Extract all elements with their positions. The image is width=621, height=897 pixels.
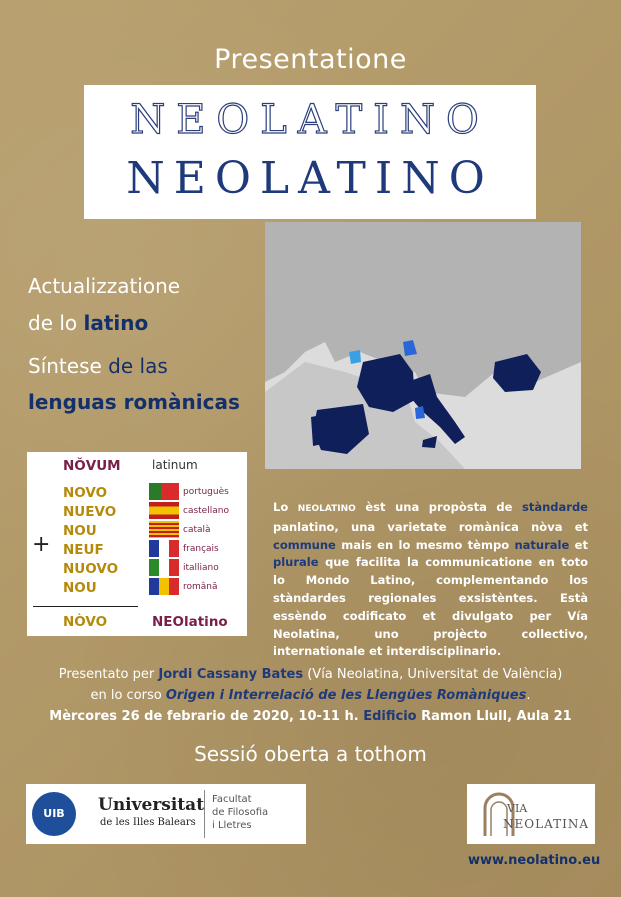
body-text: panlatino, una varietate romànica nòva et (273, 519, 588, 534)
card-divider (33, 606, 138, 607)
headline-line-3 (28, 354, 168, 378)
card-word: NOU (63, 580, 97, 596)
body-text: que facilita la communicatione en toto lo Mondo Latino, complementando los stàndardes regionales exsistèntes. Està essèndo codificato et divulgato per Vía Neolatina, uno projècto collectivo, internationale et interdisciplinario. (273, 555, 588, 659)
faculty-line: de Filosofia (212, 807, 269, 818)
body-text: stàndarde (522, 500, 588, 514)
plus-sign: + (32, 532, 51, 557)
headline-line-1: Actualizzatione (28, 274, 181, 298)
headline-text: de las (108, 354, 168, 378)
presenter-text: Presentato per (58, 667, 159, 682)
uib-name: Universitat (98, 795, 205, 815)
body-text: commune (273, 537, 336, 552)
presenter-text: (Vía Neolatina, Universitat de València) (303, 667, 563, 682)
poster-title: Presentatione (214, 44, 407, 75)
neolatino-logo (84, 85, 536, 219)
course-text: . (526, 688, 531, 703)
france-flag-icon (149, 540, 179, 557)
body-text: èst una propòsta de (355, 500, 522, 514)
headline-line-4: lenguas romànicas (28, 390, 240, 414)
faculty-line: i Lletres (212, 820, 252, 831)
open-session: Sessió oberta a tothom (194, 742, 427, 766)
body-text: NEOLATINO (297, 504, 356, 514)
body-text: naturale (514, 537, 570, 552)
uib-logo (26, 784, 306, 844)
website-link[interactable]: www.neolatino.eu (468, 853, 601, 868)
via-line-1: VIA (507, 802, 528, 815)
card-word: NOU (63, 523, 97, 539)
logo-main-text: NEOLATINO (126, 153, 494, 204)
headline-text: Síntese (28, 354, 109, 378)
uib-divider (204, 790, 205, 838)
card-word: NUOVO (63, 561, 119, 577)
body-text: plurale (273, 555, 319, 570)
card-bottom-word: NÒVO (63, 614, 108, 630)
card-lang: română (183, 582, 218, 592)
course-text: en lo corso (90, 688, 166, 703)
faculty-line: Facultat (212, 794, 252, 805)
date-text: Mèrcores 26 de febrario de 2020, 10-11 h. (49, 709, 364, 724)
date-text: Ramon Llull, Aula 21 (416, 709, 572, 724)
italy-flag-icon (149, 559, 179, 576)
via-neolatina-logo (467, 784, 595, 844)
spain-flag-icon (149, 502, 179, 519)
body-text: Lo (273, 500, 298, 514)
card-top-word: NǑVUM (63, 458, 121, 474)
course-line (0, 688, 621, 703)
card-lang: castellano (183, 506, 229, 516)
description-paragraph (273, 499, 588, 661)
romania-flag-icon (149, 578, 179, 595)
presenter-line (0, 667, 621, 682)
logo-outline-text: NEOLATINO (130, 97, 490, 143)
card-top-lang: latinum (152, 458, 198, 472)
uib-subname: de les Illes Balears (100, 817, 196, 828)
catalonia-flag-icon (149, 521, 179, 538)
card-lang: portuguès (183, 487, 229, 497)
headline-text: de lo (28, 311, 84, 335)
body-text: mais en lo mesmo tèmpo (335, 537, 515, 552)
date-line (0, 709, 621, 724)
card-lang: català (183, 525, 211, 535)
headline-line-2 (28, 311, 148, 335)
card-word: NEUF (63, 542, 104, 558)
faculty-name (212, 793, 268, 832)
date-text: Edificio (363, 709, 417, 724)
portugal-flag-icon (149, 483, 179, 500)
presenter-name: Jordi Cassany Bates (158, 667, 304, 682)
uib-mark-icon: UIB (32, 792, 76, 836)
via-line-2: NEOLATINA (503, 817, 589, 831)
europe-map (265, 222, 581, 469)
headline-text: latino (83, 311, 149, 335)
card-word: NUEVO (63, 504, 117, 520)
card-bottom-lang: NEOlatino (152, 614, 228, 630)
romance-languages-card (27, 452, 247, 636)
card-lang: italliano (183, 563, 219, 573)
course-name: Origen i Interrelació de les Llengües Romàniques (165, 688, 527, 703)
card-word: NOVO (63, 485, 108, 501)
card-lang: français (183, 544, 219, 554)
body-text: et (569, 537, 588, 552)
